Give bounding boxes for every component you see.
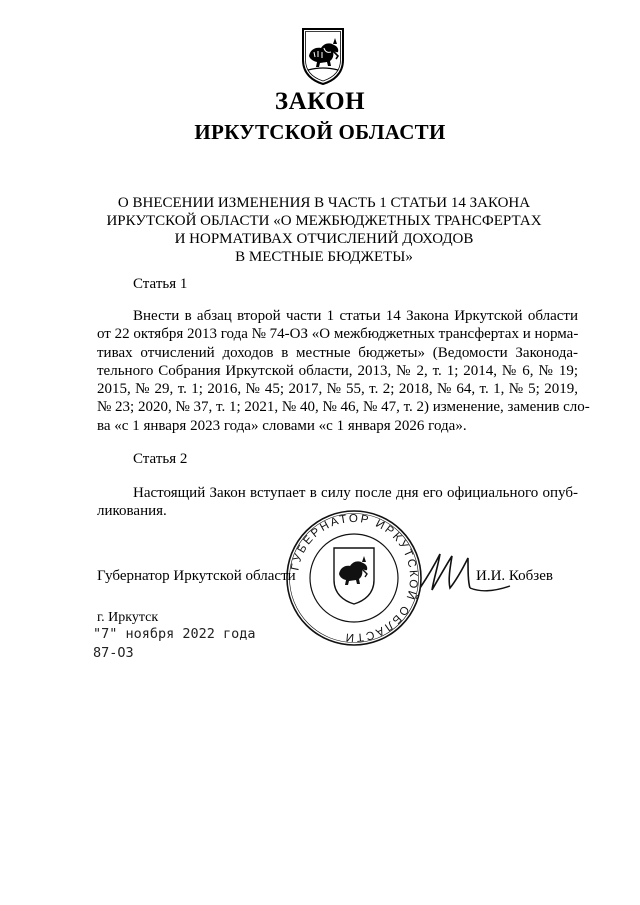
article-1-line: от 22 октября 2013 года № 74-ОЗ «О межбюджетных трансфертах и норма- [97, 326, 579, 343]
subject-line: ИРКУТСКОЙ ОБЛАСТИ «О МЕЖБЮДЖЕТНЫХ ТРАНСФЕРТАХ [106, 213, 542, 229]
article-1-line: 2015, № 29, т. 1; 2016, № 45; 2017, № 55, т. 2; 2018, № 64, т. 1, № 5; 2019, [97, 381, 578, 398]
article-2-line: ликования. [97, 503, 167, 520]
seal-text: ГУБЕРНАТОР ИРКУТСКОЙ ОБЛАСТИ [289, 512, 420, 644]
signatory-position: Губернатор Иркутской области [97, 568, 296, 584]
signatory-name: И.И. Кобзев [476, 568, 553, 584]
governor-seal-icon [284, 508, 424, 648]
article-1-line: Внести в абзац второй части 1 статьи 14 Закона Иркутской области [133, 308, 578, 324]
article-1-line: тивах отчислений доходов в местные бюджеты» (Ведомости Законода- [97, 344, 578, 361]
article-1-text [97, 307, 590, 435]
irkutsk-coat-of-arms-icon [300, 26, 346, 86]
issuing-region-title: ИРКУТСКОЙ ОБЛАСТИ [194, 120, 446, 144]
subject-line: И НОРМАТИВАХ ОТЧИСЛЕНИЙ ДОХОДОВ [174, 231, 474, 247]
article-2-line: Настоящий Закон вступает в силу после дня его официального опуб- [133, 485, 578, 501]
law-subject-title [100, 194, 548, 266]
subject-line: В МЕСТНЫЕ БЮДЖЕТЫ» [235, 249, 413, 265]
signing-date: "7" ноября 2022 года [93, 626, 256, 642]
law-number: 87-ОЗ [93, 645, 134, 661]
article-1-line: тельного Собрания Иркутской области, 2013, № 2, т. 1; 2014, № 6, № 19; [97, 362, 578, 379]
subject-line: О ВНЕСЕНИИ ИЗМЕНЕНИЯ В ЧАСТЬ 1 СТАТЬИ 14 ЗАКОНА [117, 195, 531, 211]
article-2-heading: Статья 2 [133, 451, 188, 467]
article-1-heading: Статья 1 [133, 276, 188, 292]
article-1-line: ва «с 1 января 2023 года» словами «с 1 января 2026 года». [97, 417, 467, 434]
document-type-title: ЗАКОН [274, 88, 366, 115]
signing-place: г. Иркутск [97, 610, 159, 625]
article-1-line: № 23; 2020, № 37, т. 1; 2021, № 40, № 46, № 47, т. 2) изменение, заменив сло- [97, 399, 590, 416]
